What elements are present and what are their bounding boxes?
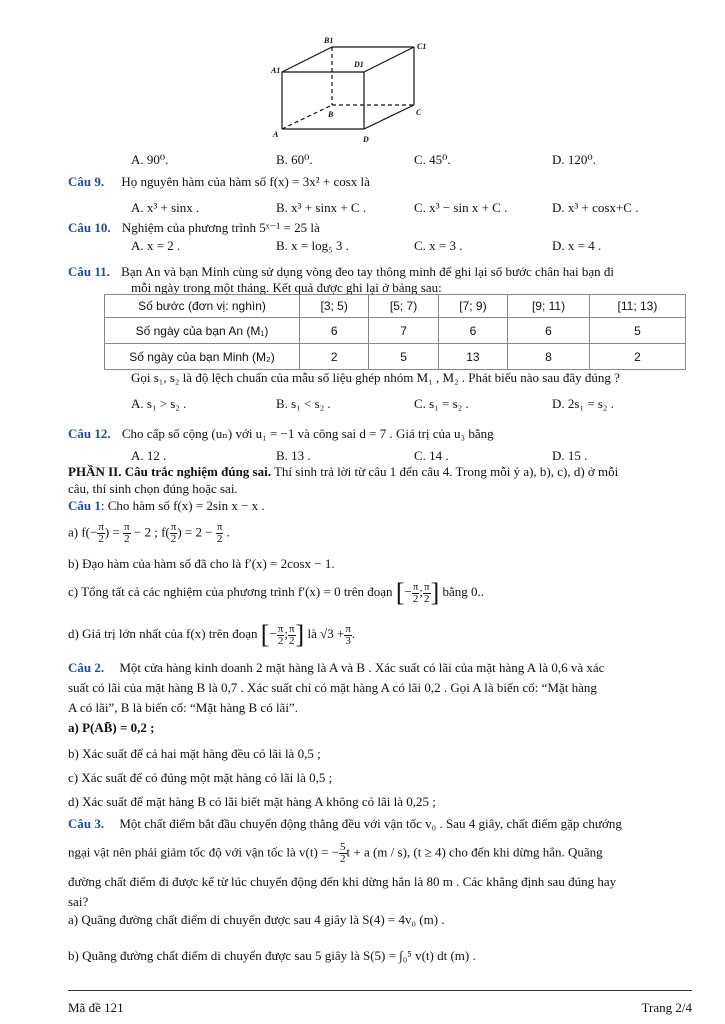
numerator: π — [288, 622, 295, 635]
q10-option-b: B. x = log₅ 3 . — [276, 238, 349, 253]
part2-intro-1: Thí sinh trả lời từ câu 1 đến câu 4. Trong mỗi ý a), b), c), d) ở mỗi — [270, 464, 619, 479]
table-cell: [3; 5) — [300, 295, 369, 318]
q9-option-d: D. x³ + cosx+C . — [552, 200, 639, 215]
p3-line-4: sai? — [68, 894, 89, 909]
p3-line-2 — [68, 842, 603, 865]
fraction — [288, 624, 296, 647]
denominator: 2 — [289, 634, 295, 647]
p1-d-text: d) Giá trị lớn nhất của f(x) trên đoạn — [68, 625, 258, 641]
table-cell: [7; 9) — [438, 295, 507, 318]
footer-divider — [68, 990, 692, 991]
q8-option-d: D. 120⁰. — [552, 152, 596, 167]
q10-option-d: D. x = 4 . — [552, 238, 602, 253]
label-c1: C1 — [417, 42, 427, 51]
q11-option-c: C. s₁ = s₂ . — [414, 396, 469, 411]
q12-option-a: A. 12 . — [131, 448, 167, 463]
fraction — [344, 624, 352, 647]
label-d: D — [363, 135, 369, 144]
p3-line-3: đường chất điểm đi được kể từ lúc chuyển động đến khi dừng hẳn là 80 m . Các khẳng định sau đúng hay — [68, 874, 617, 889]
numerator: π — [124, 521, 130, 533]
p3-line-2-text: ngại vật nên phải giảm tốc độ với vận tốc là v(t) = − — [68, 844, 339, 860]
table-cell: 6 — [438, 318, 507, 344]
numerator: π — [98, 521, 104, 533]
label-a1: A1 — [271, 66, 281, 75]
label-d1: D1 — [354, 60, 364, 69]
q9-text: Họ nguyên hàm của hàm số f(x) = 3x² + cosx là — [121, 174, 370, 189]
denominator: 2 — [124, 533, 130, 545]
q12 — [68, 426, 494, 442]
p3-line-2-text: t + a (m / s), (t ≥ 4) cho đến khi dừng hẳn. Quãng — [346, 844, 603, 860]
p1-c-text: bằng 0.. — [442, 583, 485, 599]
q11-option-b: B. s₁ < s₂ . — [276, 396, 331, 411]
p3-number: Câu 3. — [68, 816, 105, 831]
denominator: 2 — [424, 592, 430, 605]
table-cell: Số bước (đơn vị: nghìn) — [105, 295, 300, 318]
q11-text-1: Bạn An và bạn Minh cùng sử dụng vòng đeo tay thông minh để ghi lại số bước chân hai bạn đi — [121, 264, 615, 279]
table-cell: 5 — [589, 318, 685, 344]
table-cell: 6 — [300, 318, 369, 344]
table-cell: [11; 13) — [589, 295, 685, 318]
part2-intro-2: câu, thí sinh chọn đúng hoặc sai. — [68, 481, 238, 496]
minus-sign: − — [269, 625, 277, 641]
q10-option-c: C. x = 3 . — [414, 238, 463, 253]
denominator: 2 — [412, 592, 419, 605]
part2-intro — [68, 464, 618, 480]
period: . — [351, 625, 356, 641]
q10-option-a: A. x = 2 . — [131, 238, 181, 253]
numerator: π — [412, 580, 419, 593]
table-cell: [9; 11) — [508, 295, 590, 318]
q12-text: Cho cấp số cộng (uₙ) với u₁ = −1 và công sai d = 7 . Giá trị của u₃ bằng — [121, 426, 494, 441]
semicolon: ; — [284, 625, 288, 641]
p2-line-2: suất có lãi của mặt hàng B là 0,7 . Xác suất chỉ có mặt hàng A có lãi 0,2 . Gọi A là biến cố: “Mặt hàng — [68, 680, 597, 695]
q11-option-d: D. 2s₁ = s₂ . — [552, 396, 614, 411]
p1-b: b) Đạo hàm của hàm số đã cho là f′(x) = 2cosx − 1. — [68, 556, 335, 571]
numerator: π — [216, 521, 223, 533]
p2-c: c) Xác suất để có đúng một mặt hàng có lãi là 0,5 ; — [68, 770, 333, 785]
bracket: [ — [395, 578, 405, 607]
p1 — [68, 498, 265, 514]
p2-d: d) Xác suất để mặt hàng B có lãi biết mặt hàng A không có lãi là 0,25 ; — [68, 794, 436, 809]
cube-figure — [270, 35, 440, 147]
table-cell: 2 — [300, 344, 369, 370]
fraction — [339, 842, 347, 865]
table-cell: 6 — [508, 318, 590, 344]
table-row — [105, 318, 686, 344]
denominator: 2 — [277, 634, 284, 647]
denominator: 2 — [216, 533, 223, 545]
numerator: π — [277, 622, 284, 635]
label-b1: B1 — [324, 36, 334, 45]
p1-d — [68, 622, 355, 648]
q8-option-b: B. 60⁰. — [276, 152, 313, 167]
p1-a-text: a) f(− — [68, 524, 98, 540]
bracket: ] — [295, 620, 305, 649]
q11-number: Câu 11. — [68, 264, 110, 279]
p2-number: Câu 2. — [68, 660, 105, 675]
step-count-table — [104, 294, 686, 370]
q9 — [68, 174, 370, 190]
p1-d-text: là √3 + — [307, 625, 345, 641]
p1-a-text: − 2 ; f( — [130, 524, 170, 540]
denominator: 3 — [345, 634, 351, 647]
numerator: π — [170, 521, 177, 533]
q12-option-d: D. 15 . — [552, 448, 588, 463]
p1-a-text: ) = — [104, 524, 124, 540]
table-cell: Số ngày của bạn Minh (M₂) — [105, 344, 300, 370]
p1-a-text: ) = 2 − — [177, 524, 216, 540]
numerator: π — [345, 622, 351, 635]
p1-text: : Cho hàm số f(x) = 2sin x − x . — [100, 498, 265, 513]
bracket: [ — [260, 620, 270, 649]
p2-b: b) Xác suất để cả hai mặt hàng đều có lãi là 0,5 ; — [68, 746, 321, 761]
bracket: ] — [430, 578, 440, 607]
label-b: B — [328, 110, 334, 119]
q9-number: Câu 9. — [68, 174, 105, 189]
q9-option-c: C. x³ − sin x + C . — [414, 200, 508, 215]
q11-text-2: mỗi ngày trong một tháng. Kết quả được ghi lại ở bảng sau: — [131, 280, 442, 295]
table-cell: 5 — [369, 344, 438, 370]
p2-a: a) P(AB̄) = 0,2 ; — [68, 720, 155, 735]
p1-c-text: c) Tổng tất cả các nghiệm của phương trình f′(x) = 0 trên đoạn — [68, 583, 393, 599]
p1-a — [68, 522, 230, 545]
p2-line-1: Một cửa hàng kinh doanh 2 mặt hàng là A và B . Xác suất có lãi của mặt hàng A là 0,6 và xác — [119, 660, 605, 675]
part2-title: PHẦN II. Câu trắc nghiệm đúng sai. — [68, 464, 271, 479]
denominator: 2 — [98, 533, 104, 545]
table-cell: Số ngày của bạn An (M₁) — [105, 318, 300, 344]
q8-option-a: A. 90⁰. — [131, 152, 169, 167]
page-number: Trang 2/4 — [641, 1000, 692, 1015]
exam-code: Mã đề 121 — [68, 1000, 124, 1015]
q12-option-c: C. 14 . — [414, 448, 449, 463]
fraction — [97, 522, 105, 545]
q9-option-a: A. x³ + sinx . — [131, 200, 200, 215]
fraction — [423, 582, 431, 605]
label-c: C — [416, 108, 422, 117]
q10-text: Nghiệm của phương trình 5ˣ⁻¹ = 25 là — [121, 220, 320, 235]
minus-sign: − — [404, 583, 412, 599]
table-header-row — [105, 295, 686, 318]
denominator: 2 — [170, 533, 177, 545]
q11-text-3: Gọi s₁, s₂ là độ lệch chuẩn của mẫu số liệu ghép nhóm M₁ , M₂ . Phát biểu nào sau đây đúng ? — [131, 370, 620, 385]
q10 — [68, 220, 320, 236]
denominator: 2 — [340, 853, 346, 865]
p2 — [68, 660, 604, 676]
fraction — [123, 522, 131, 545]
p3-a: a) Quãng đường chất điểm di chuyển được sau 4 giây là S(4) = 4v₀ (m) . — [68, 912, 445, 927]
p2-line-3: A có lãi”, B là biến cố: “Mặt hàng B có lãi”. — [68, 700, 298, 715]
q12-option-b: B. 13 . — [276, 448, 311, 463]
table-cell: 8 — [508, 344, 590, 370]
p3-b: b) Quãng đường chất điểm di chuyển được sau 5 giây là S(5) = ∫₀⁵ v(t) dt (m) . — [68, 948, 476, 963]
table-cell: 13 — [438, 344, 507, 370]
p3-line-1: Một chất điểm bắt đầu chuyển động thẳng đều với vận tốc v₀ . Sau 4 giây, chất điểm gặp chướng — [119, 816, 622, 831]
table-cell: 2 — [589, 344, 685, 370]
numerator: π — [424, 580, 430, 593]
p1-number: Câu 1 — [68, 498, 101, 513]
numerator: 5 — [340, 841, 346, 853]
p3 — [68, 816, 622, 832]
q12-number: Câu 12. — [68, 426, 111, 441]
q10-number: Câu 10. — [68, 220, 111, 235]
label-a: A — [273, 130, 279, 139]
p1-a-text: . — [223, 524, 230, 540]
q11 — [68, 264, 614, 280]
q11-option-a: A. s₁ > s₂ . — [131, 396, 187, 411]
table-cell: [5; 7) — [369, 295, 438, 318]
q8-option-c: C. 45⁰. — [414, 152, 451, 167]
p1-c — [68, 580, 484, 606]
table-row — [105, 344, 686, 370]
semicolon: ; — [419, 583, 424, 599]
table-cell: 7 — [369, 318, 438, 344]
q9-option-b: B. x³ + sinx + C . — [276, 200, 367, 215]
